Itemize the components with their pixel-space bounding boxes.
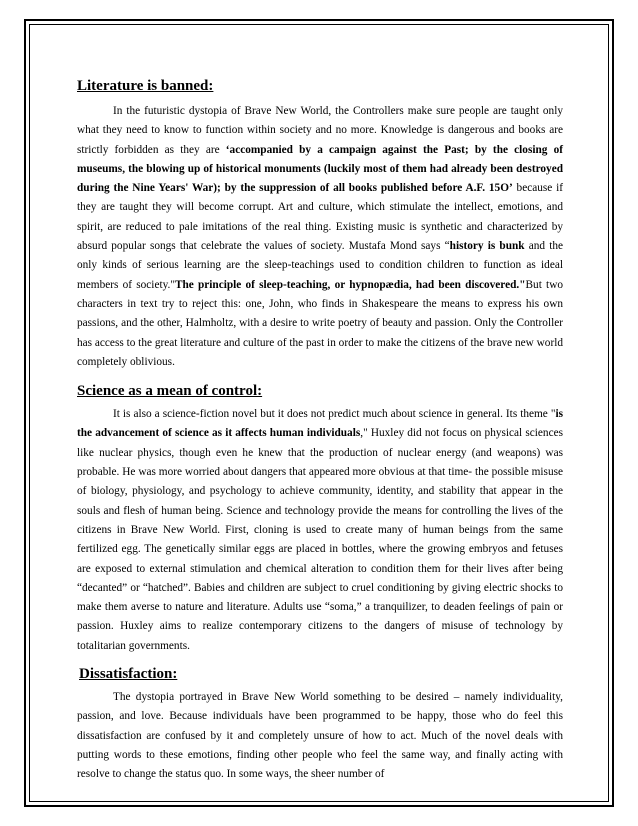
- heading-science-control: Science as a mean of control:: [77, 383, 263, 400]
- text-segment: ," Huxley did not focus on physical sciences like nuclear physics, though even he knew that the production of nuclear energy (and weapons) was probable. He was more worried about dangers that appeared more obvious at that time- the possible misuse of biology, physiology, and psychology to achieve community, identity, and stability that appear in the souls and flesh of human being. Science and technology provide the means for controlling the lives of the citizens in Brave New World. First, cloning is used to create many of human beings from the same fertilized egg. The genetically similar eggs are placed in bottles, where the growing embryos and fetuses are exposed to external stimulation and chemical alteration to condition them for their lives after being “decanted” or “hatched”. Babies and children are subject to cruel conditioning by giving electric shocks to make them averse to nature and literature. Adults use “soma,” a tranquilizer, to deaden feelings of pain or passion. Huxley aims to realize contemporary citizens to the dangers of misuse of technology by totalitarian governments.: [77, 427, 563, 652]
- document-body: [77, 76, 563, 785]
- text-segment: The dystopia portrayed in Brave New World something to be desired – namely individuality, passion, and love. Because individuals have been programmed to be happy, those who do feel this dissatisfaction are confused by it and completely unsure of how to act. Much of the novel deals with putting words to these emotions, finding other people who feel the same way, and finally acting with resolve to change the status quo. In some ways, the sheer number of: [77, 691, 563, 781]
- bold-segment: history is bunk: [449, 240, 525, 253]
- text-segment: because if they are taught they will become corrupt. Art and culture, which stimulate the intellect, emotions, and spirit, are reduced to pale imitations of the real thing. Existing music is synthetic and characterized by absurd popular songs that celebrate the values of society. Mustafa Mond says “: [77, 182, 563, 253]
- paragraph-science: [77, 405, 563, 656]
- paragraph-literature: [77, 102, 563, 372]
- bold-segment: is the advancement of science as it affects human individuals: [77, 408, 563, 440]
- text-segment: But two characters in text try to reject this: one, John, who finds in Shakespeare the means to express his own passions, and the other, Halmholtz, with a desire to write poetry of beauty and passion. Only the Controller has access to the great literature and culture of the past in order to make the citizens of the brave new world completely oblivious.: [77, 278, 563, 368]
- text-segment: It is also a science-fiction novel but it does not predict much about science in general. Its theme ": [113, 408, 556, 421]
- text-segment: and the only kinds of serious learning are the sleep-teachings used to condition children to function as ideal members of society.": [77, 240, 564, 291]
- heading-dissatisfaction: Dissatisfaction:: [79, 666, 178, 683]
- paragraph-dissatisfaction: [77, 688, 563, 784]
- bold-segment: The principle of sleep-teaching, or hypnopædia, had been discovered.": [174, 278, 526, 291]
- text-segment: In the futuristic dystopia of Brave New World, the Controllers make sure people are taught only what they need to know to function within society and no more. Knowledge is dangerous and books are strictly forbidden as they are: [77, 105, 563, 156]
- heading-literature-banned: Literature is banned:: [77, 78, 214, 94]
- bold-segment: ‘accompanied by a campaign against the Past; by the closing of museums, the blowing up of historical monuments (luckily most of them had already been destroyed during the Nine Years' War); by the suppression of all books published before A.F. 15O’: [77, 143, 563, 195]
